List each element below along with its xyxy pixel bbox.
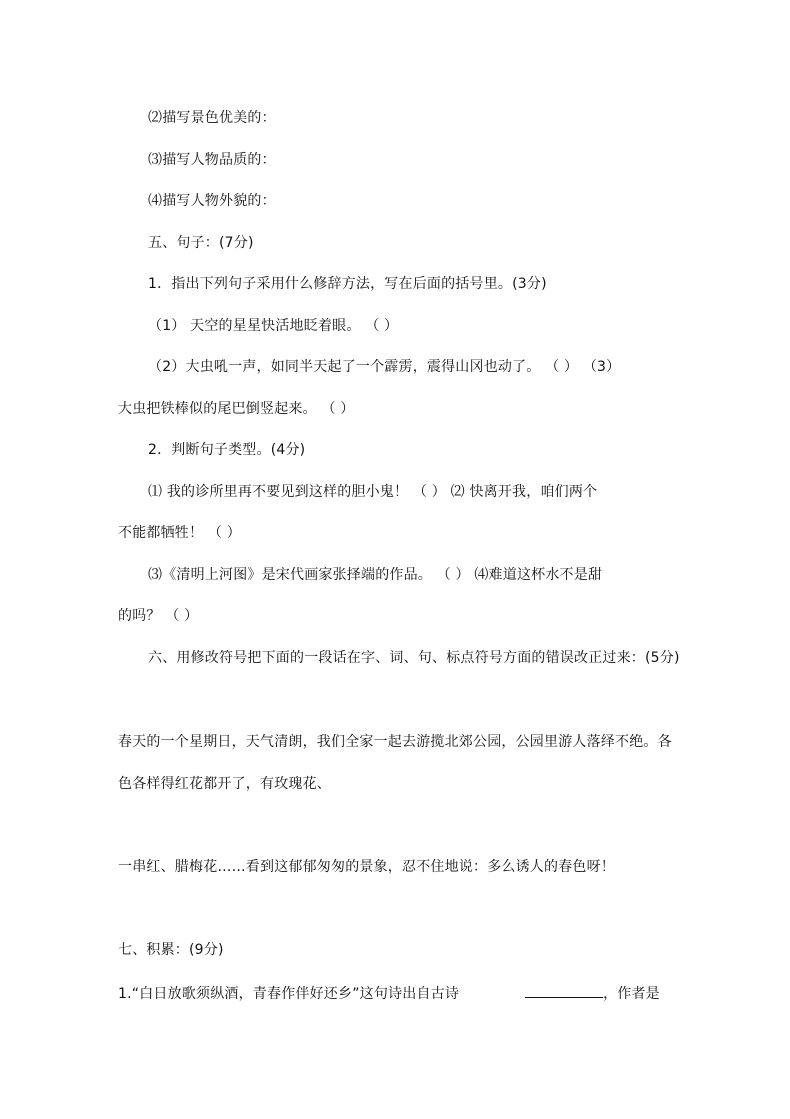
section-heading-correction: 六、用修改符号把下面的一段话在字、词、句、标点符号方面的错误改正过来：(5分) [148,650,680,666]
answer-blank[interactable] [525,983,603,998]
question-sentence-type: 2．判断句子类型。(4分) [148,442,306,458]
rhetoric-item-2: （2）大虫吼一声，如同半天起了一个霹雳，震得山冈也动了。 （ ） （3） [148,359,621,375]
question-rhetoric: 1．指出下列句子采用什么修辞方法，写在后面的括号里。(3分) [148,276,547,292]
accumulation-question-1-author: ，作者是 [603,986,660,1002]
text-line-describe-scenery: ⑵描写景色优美的： [148,110,276,126]
sentence-type-item-1: ⑴ 我的诊所里再不要见到这样的胆小鬼！ （ ） ⑵ 快离开我，咱们两个 [148,484,598,500]
correction-paragraph-line-1: 春天的一个星期日，天气清朗，我们全家一起去游揽北郊公园，公园里游人落绎不绝。各 [118,734,672,750]
section-heading-sentences: 五、句子：(7分) [148,235,254,251]
sentence-type-item-4-cont: 的吗？ （ ） [118,608,199,624]
rhetoric-item-1: （1） 天空的星星快活地眨着眼。 （ ） [148,318,399,334]
rhetoric-item-3-cont: 大虫把铁棒似的尾巴倒竖起来。 （ ） [118,401,355,417]
correction-paragraph-line-2: 色各样得红花都开了，有玫瑰花、 [118,776,331,792]
text-line-describe-appearance: ⑷描写人物外貌的： [148,193,276,209]
correction-paragraph-line-3: 一串红、腊梅花……看到这郁郁匆匆的景象，忍不住地说：多么诱人的春色呀！ [118,859,615,875]
sentence-type-item-2-cont: 不能都牺牲！ （ ） [118,525,241,541]
section-heading-accumulation: 七、积累：(9分) [118,942,224,958]
accumulation-question-1 [118,983,660,1003]
text-line-describe-character: ⑶描写人物品质的： [148,152,276,168]
sentence-type-item-3: ⑶《清明上河图》是宋代画家张择端的作品。 （ ） ⑷难道这杯水不是甜 [148,567,603,583]
accumulation-question-1-text: 1.“白日放歌须纵酒，青春作伴好还乡”这句诗出自古诗 [118,986,460,1002]
